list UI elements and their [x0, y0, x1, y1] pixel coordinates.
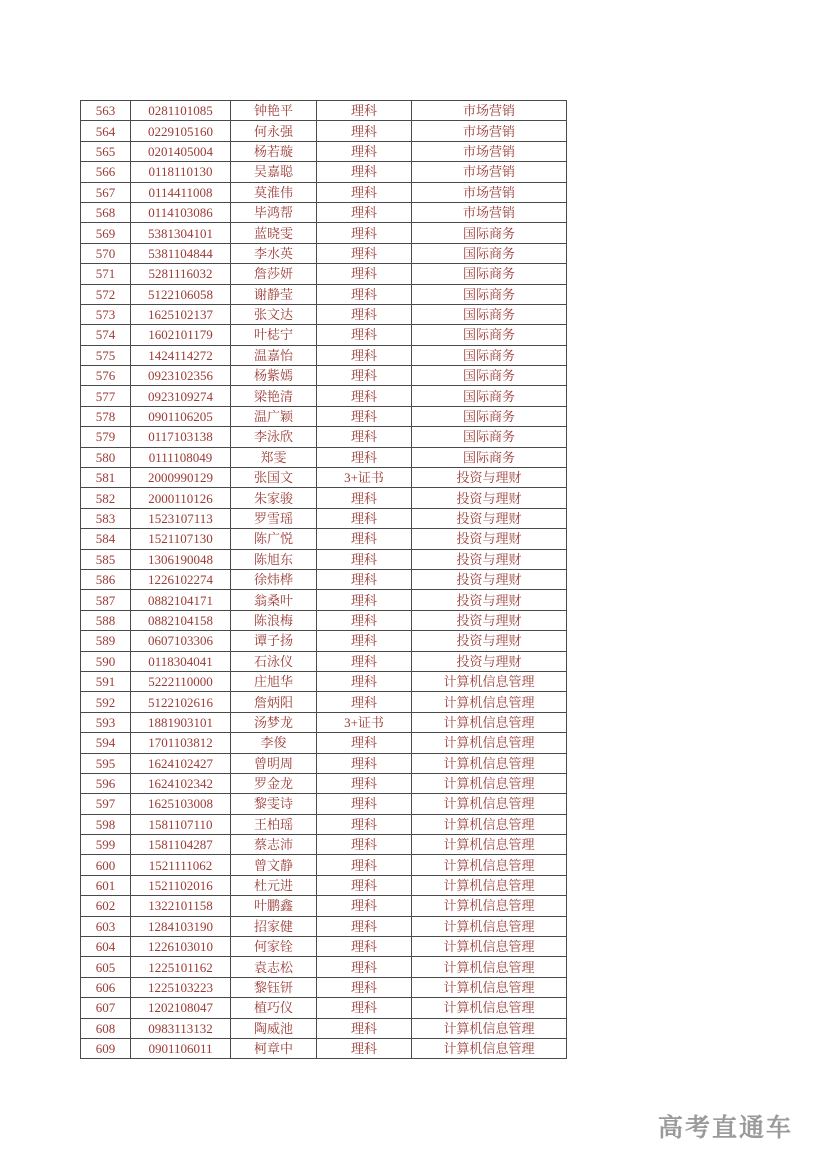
category-cell: 理科	[317, 182, 412, 202]
table-row	[81, 916, 567, 936]
category-cell: 理科	[317, 366, 412, 386]
exam-number-cell: 5222110000	[131, 671, 231, 691]
exam-number-cell: 2000110126	[131, 488, 231, 508]
exam-number-cell: 5122106058	[131, 284, 231, 304]
category-cell: 理科	[317, 386, 412, 406]
exam-number-cell: 0114411008	[131, 182, 231, 202]
table-row	[81, 223, 567, 243]
category-cell: 理科	[317, 1038, 412, 1058]
exam-number-cell: 1602101179	[131, 325, 231, 345]
category-cell: 理科	[317, 488, 412, 508]
major-cell: 国际商务	[412, 386, 567, 406]
name-cell: 梁艳清	[231, 386, 317, 406]
row-number-cell: 565	[81, 141, 131, 161]
name-cell: 庄旭华	[231, 671, 317, 691]
major-cell: 市场营销	[412, 202, 567, 222]
name-cell: 罗金龙	[231, 773, 317, 793]
name-cell: 徐炜桦	[231, 569, 317, 589]
category-cell: 理科	[317, 141, 412, 161]
major-cell: 计算机信息管理	[412, 733, 567, 753]
student-admission-table	[80, 100, 567, 1059]
exam-number-cell: 0114103086	[131, 202, 231, 222]
category-cell: 理科	[317, 855, 412, 875]
name-cell: 温嘉怡	[231, 345, 317, 365]
major-cell: 国际商务	[412, 427, 567, 447]
major-cell: 计算机信息管理	[412, 671, 567, 691]
exam-number-cell: 0229105160	[131, 121, 231, 141]
name-cell: 张文达	[231, 304, 317, 324]
row-number-cell: 592	[81, 692, 131, 712]
major-cell: 计算机信息管理	[412, 957, 567, 977]
exam-number-cell: 1521107130	[131, 529, 231, 549]
name-cell: 莫淮伟	[231, 182, 317, 202]
exam-number-cell: 1624102427	[131, 753, 231, 773]
major-cell: 国际商务	[412, 345, 567, 365]
exam-number-cell: 0901106205	[131, 406, 231, 426]
row-number-cell: 600	[81, 855, 131, 875]
row-number-cell: 582	[81, 488, 131, 508]
major-cell: 市场营销	[412, 141, 567, 161]
major-cell: 国际商务	[412, 304, 567, 324]
exam-number-cell: 1424114272	[131, 345, 231, 365]
major-cell: 计算机信息管理	[412, 977, 567, 997]
major-cell: 投资与理财	[412, 590, 567, 610]
category-cell: 理科	[317, 998, 412, 1018]
table-row	[81, 651, 567, 671]
row-number-cell: 577	[81, 386, 131, 406]
category-cell: 理科	[317, 304, 412, 324]
row-number-cell: 568	[81, 202, 131, 222]
row-number-cell: 589	[81, 631, 131, 651]
exam-number-cell: 1322101158	[131, 896, 231, 916]
major-cell: 计算机信息管理	[412, 1038, 567, 1058]
major-cell: 国际商务	[412, 406, 567, 426]
major-cell: 国际商务	[412, 366, 567, 386]
category-cell: 理科	[317, 631, 412, 651]
table-row	[81, 773, 567, 793]
name-cell: 杜元进	[231, 875, 317, 895]
category-cell: 理科	[317, 162, 412, 182]
name-cell: 翁桑叶	[231, 590, 317, 610]
row-number-cell: 572	[81, 284, 131, 304]
row-number-cell: 587	[81, 590, 131, 610]
major-cell: 计算机信息管理	[412, 773, 567, 793]
name-cell: 毕鸿帮	[231, 202, 317, 222]
row-number-cell: 597	[81, 794, 131, 814]
category-cell: 理科	[317, 325, 412, 345]
name-cell: 招家健	[231, 916, 317, 936]
table-row	[81, 814, 567, 834]
exam-number-cell: 0882104158	[131, 610, 231, 630]
name-cell: 陈旭东	[231, 549, 317, 569]
exam-number-cell: 2000990129	[131, 468, 231, 488]
category-cell: 理科	[317, 121, 412, 141]
major-cell: 投资与理财	[412, 549, 567, 569]
name-cell: 李水英	[231, 243, 317, 263]
row-number-cell: 598	[81, 814, 131, 834]
row-number-cell: 579	[81, 427, 131, 447]
exam-number-cell: 1581104287	[131, 835, 231, 855]
major-cell: 投资与理财	[412, 610, 567, 630]
category-cell: 理科	[317, 733, 412, 753]
name-cell: 李泳欣	[231, 427, 317, 447]
table-row	[81, 733, 567, 753]
category-cell: 理科	[317, 957, 412, 977]
exam-number-cell: 0117103138	[131, 427, 231, 447]
category-cell: 理科	[317, 345, 412, 365]
category-cell: 理科	[317, 610, 412, 630]
category-cell: 理科	[317, 447, 412, 467]
name-cell: 汤梦龙	[231, 712, 317, 732]
table-row	[81, 610, 567, 630]
row-number-cell: 580	[81, 447, 131, 467]
major-cell: 投资与理财	[412, 529, 567, 549]
table-row	[81, 101, 567, 121]
row-number-cell: 608	[81, 1018, 131, 1038]
exam-number-cell: 1226102274	[131, 569, 231, 589]
category-cell: 理科	[317, 651, 412, 671]
row-number-cell: 570	[81, 243, 131, 263]
category-cell: 理科	[317, 814, 412, 834]
name-cell: 陈浪梅	[231, 610, 317, 630]
name-cell: 谭子扬	[231, 631, 317, 651]
category-cell: 理科	[317, 1018, 412, 1038]
exam-number-cell: 1521111062	[131, 855, 231, 875]
name-cell: 钟艳平	[231, 101, 317, 121]
name-cell: 温广颖	[231, 406, 317, 426]
name-cell: 袁志松	[231, 957, 317, 977]
major-cell: 国际商务	[412, 264, 567, 284]
exam-number-cell: 0607103306	[131, 631, 231, 651]
category-cell: 理科	[317, 202, 412, 222]
name-cell: 罗雪瑶	[231, 508, 317, 528]
category-cell: 理科	[317, 569, 412, 589]
major-cell: 计算机信息管理	[412, 998, 567, 1018]
row-number-cell: 603	[81, 916, 131, 936]
table-row	[81, 182, 567, 202]
exam-number-cell: 0923102356	[131, 366, 231, 386]
row-number-cell: 595	[81, 753, 131, 773]
name-cell: 叶鹏鑫	[231, 896, 317, 916]
name-cell: 蓝晓雯	[231, 223, 317, 243]
table-row	[81, 508, 567, 528]
major-cell: 市场营销	[412, 101, 567, 121]
row-number-cell: 588	[81, 610, 131, 630]
row-number-cell: 564	[81, 121, 131, 141]
name-cell: 吴嘉聪	[231, 162, 317, 182]
category-cell: 理科	[317, 773, 412, 793]
row-number-cell: 583	[81, 508, 131, 528]
major-cell: 计算机信息管理	[412, 794, 567, 814]
name-cell: 石泳仪	[231, 651, 317, 671]
table-row	[81, 794, 567, 814]
name-cell: 詹莎妍	[231, 264, 317, 284]
row-number-cell: 578	[81, 406, 131, 426]
exam-number-cell: 1581107110	[131, 814, 231, 834]
row-number-cell: 571	[81, 264, 131, 284]
major-cell: 计算机信息管理	[412, 712, 567, 732]
major-cell: 计算机信息管理	[412, 753, 567, 773]
category-cell: 理科	[317, 590, 412, 610]
category-cell: 理科	[317, 937, 412, 957]
major-cell: 计算机信息管理	[412, 814, 567, 834]
exam-number-cell: 1624102342	[131, 773, 231, 793]
row-number-cell: 590	[81, 651, 131, 671]
name-cell: 曾明周	[231, 753, 317, 773]
row-number-cell: 596	[81, 773, 131, 793]
name-cell: 柯章中	[231, 1038, 317, 1058]
exam-number-cell: 0882104171	[131, 590, 231, 610]
name-cell: 詹炳阳	[231, 692, 317, 712]
table-row	[81, 427, 567, 447]
major-cell: 投资与理财	[412, 651, 567, 671]
exam-number-cell: 1625102137	[131, 304, 231, 324]
name-cell: 杨若璇	[231, 141, 317, 161]
category-cell: 理科	[317, 264, 412, 284]
name-cell: 植巧仪	[231, 998, 317, 1018]
major-cell: 投资与理财	[412, 468, 567, 488]
major-cell: 计算机信息管理	[412, 896, 567, 916]
table-row	[81, 937, 567, 957]
row-number-cell: 599	[81, 835, 131, 855]
row-number-cell: 609	[81, 1038, 131, 1058]
row-number-cell: 602	[81, 896, 131, 916]
row-number-cell: 591	[81, 671, 131, 691]
exam-number-cell: 1202108047	[131, 998, 231, 1018]
major-cell: 计算机信息管理	[412, 916, 567, 936]
row-number-cell: 594	[81, 733, 131, 753]
category-cell: 理科	[317, 549, 412, 569]
exam-number-cell: 5381104844	[131, 243, 231, 263]
name-cell: 杨紫嫣	[231, 366, 317, 386]
exam-number-cell: 1523107113	[131, 508, 231, 528]
name-cell: 李俊	[231, 733, 317, 753]
table-body	[81, 101, 567, 1059]
name-cell: 陈广悦	[231, 529, 317, 549]
category-cell: 理科	[317, 692, 412, 712]
category-cell: 理科	[317, 406, 412, 426]
table-row	[81, 569, 567, 589]
table-row	[81, 631, 567, 651]
row-number-cell: 573	[81, 304, 131, 324]
exam-number-cell: 0281101085	[131, 101, 231, 121]
table-row	[81, 977, 567, 997]
category-cell: 理科	[317, 284, 412, 304]
table-row	[81, 121, 567, 141]
major-cell: 市场营销	[412, 121, 567, 141]
row-number-cell: 606	[81, 977, 131, 997]
major-cell: 国际商务	[412, 243, 567, 263]
table-row	[81, 998, 567, 1018]
category-cell: 理科	[317, 794, 412, 814]
name-cell: 黎钰钘	[231, 977, 317, 997]
table-row	[81, 1018, 567, 1038]
category-cell: 理科	[317, 101, 412, 121]
table-row	[81, 590, 567, 610]
table-row	[81, 386, 567, 406]
table-row	[81, 1038, 567, 1058]
row-number-cell: 586	[81, 569, 131, 589]
row-number-cell: 581	[81, 468, 131, 488]
watermark-text: 高考直通车	[657, 1114, 793, 1142]
category-cell: 理科	[317, 835, 412, 855]
table-row	[81, 284, 567, 304]
name-cell: 郑雯	[231, 447, 317, 467]
row-number-cell: 576	[81, 366, 131, 386]
table-row	[81, 488, 567, 508]
row-number-cell: 601	[81, 875, 131, 895]
exam-number-cell: 5122102616	[131, 692, 231, 712]
table-row	[81, 264, 567, 284]
table-row	[81, 753, 567, 773]
name-cell: 何永强	[231, 121, 317, 141]
name-cell: 何家铨	[231, 937, 317, 957]
name-cell: 蔡志沛	[231, 835, 317, 855]
major-cell: 投资与理财	[412, 569, 567, 589]
table-row	[81, 304, 567, 324]
category-cell: 理科	[317, 243, 412, 263]
exam-number-cell: 1881903101	[131, 712, 231, 732]
row-number-cell: 605	[81, 957, 131, 977]
name-cell: 张国文	[231, 468, 317, 488]
major-cell: 投资与理财	[412, 631, 567, 651]
row-number-cell: 567	[81, 182, 131, 202]
major-cell: 市场营销	[412, 162, 567, 182]
row-number-cell: 585	[81, 549, 131, 569]
major-cell: 国际商务	[412, 447, 567, 467]
exam-number-cell: 1521102016	[131, 875, 231, 895]
major-cell: 计算机信息管理	[412, 835, 567, 855]
table-row	[81, 957, 567, 977]
table-row	[81, 447, 567, 467]
category-cell: 3+证书	[317, 712, 412, 732]
table-row	[81, 896, 567, 916]
table-row	[81, 692, 567, 712]
exam-number-cell: 1225101162	[131, 957, 231, 977]
major-cell: 投资与理财	[412, 508, 567, 528]
category-cell: 理科	[317, 427, 412, 447]
exam-number-cell: 5281116032	[131, 264, 231, 284]
exam-number-cell: 1701103812	[131, 733, 231, 753]
row-number-cell: 607	[81, 998, 131, 1018]
category-cell: 理科	[317, 223, 412, 243]
name-cell: 朱家骏	[231, 488, 317, 508]
name-cell: 曾文静	[231, 855, 317, 875]
table-row	[81, 162, 567, 182]
major-cell: 市场营销	[412, 182, 567, 202]
major-cell: 计算机信息管理	[412, 692, 567, 712]
table-row	[81, 202, 567, 222]
category-cell: 理科	[317, 875, 412, 895]
category-cell: 3+证书	[317, 468, 412, 488]
exam-number-cell: 1226103010	[131, 937, 231, 957]
exam-number-cell: 0923109274	[131, 386, 231, 406]
row-number-cell: 593	[81, 712, 131, 732]
exam-number-cell: 0118110130	[131, 162, 231, 182]
name-cell: 陶威池	[231, 1018, 317, 1038]
major-cell: 计算机信息管理	[412, 1018, 567, 1038]
table-row	[81, 468, 567, 488]
exam-number-cell: 0118304041	[131, 651, 231, 671]
exam-number-cell: 0111108049	[131, 447, 231, 467]
row-number-cell: 584	[81, 529, 131, 549]
table-row	[81, 345, 567, 365]
table-row	[81, 406, 567, 426]
major-cell: 投资与理财	[412, 488, 567, 508]
exam-number-cell: 0983113132	[131, 1018, 231, 1038]
table-row	[81, 243, 567, 263]
exam-number-cell: 1284103190	[131, 916, 231, 936]
exam-number-cell: 1225103223	[131, 977, 231, 997]
table-row	[81, 549, 567, 569]
row-number-cell: 575	[81, 345, 131, 365]
major-cell: 计算机信息管理	[412, 937, 567, 957]
row-number-cell: 569	[81, 223, 131, 243]
row-number-cell: 574	[81, 325, 131, 345]
major-cell: 国际商务	[412, 325, 567, 345]
name-cell: 黎雯诗	[231, 794, 317, 814]
name-cell: 谢静莹	[231, 284, 317, 304]
exam-number-cell: 0201405004	[131, 141, 231, 161]
category-cell: 理科	[317, 508, 412, 528]
major-cell: 国际商务	[412, 284, 567, 304]
table-row	[81, 855, 567, 875]
exam-number-cell: 5381304101	[131, 223, 231, 243]
row-number-cell: 604	[81, 937, 131, 957]
name-cell: 王柏瑶	[231, 814, 317, 834]
table-row	[81, 875, 567, 895]
major-cell: 计算机信息管理	[412, 855, 567, 875]
category-cell: 理科	[317, 529, 412, 549]
row-number-cell: 566	[81, 162, 131, 182]
table-row	[81, 671, 567, 691]
table-row	[81, 529, 567, 549]
exam-number-cell: 1306190048	[131, 549, 231, 569]
exam-number-cell: 0901106011	[131, 1038, 231, 1058]
table-row	[81, 366, 567, 386]
table-row	[81, 835, 567, 855]
table-row	[81, 325, 567, 345]
category-cell: 理科	[317, 896, 412, 916]
name-cell: 叶梽宁	[231, 325, 317, 345]
category-cell: 理科	[317, 916, 412, 936]
table-row	[81, 712, 567, 732]
major-cell: 国际商务	[412, 223, 567, 243]
category-cell: 理科	[317, 671, 412, 691]
category-cell: 理科	[317, 977, 412, 997]
exam-number-cell: 1625103008	[131, 794, 231, 814]
category-cell: 理科	[317, 753, 412, 773]
row-number-cell: 563	[81, 101, 131, 121]
major-cell: 计算机信息管理	[412, 875, 567, 895]
table-row	[81, 141, 567, 161]
